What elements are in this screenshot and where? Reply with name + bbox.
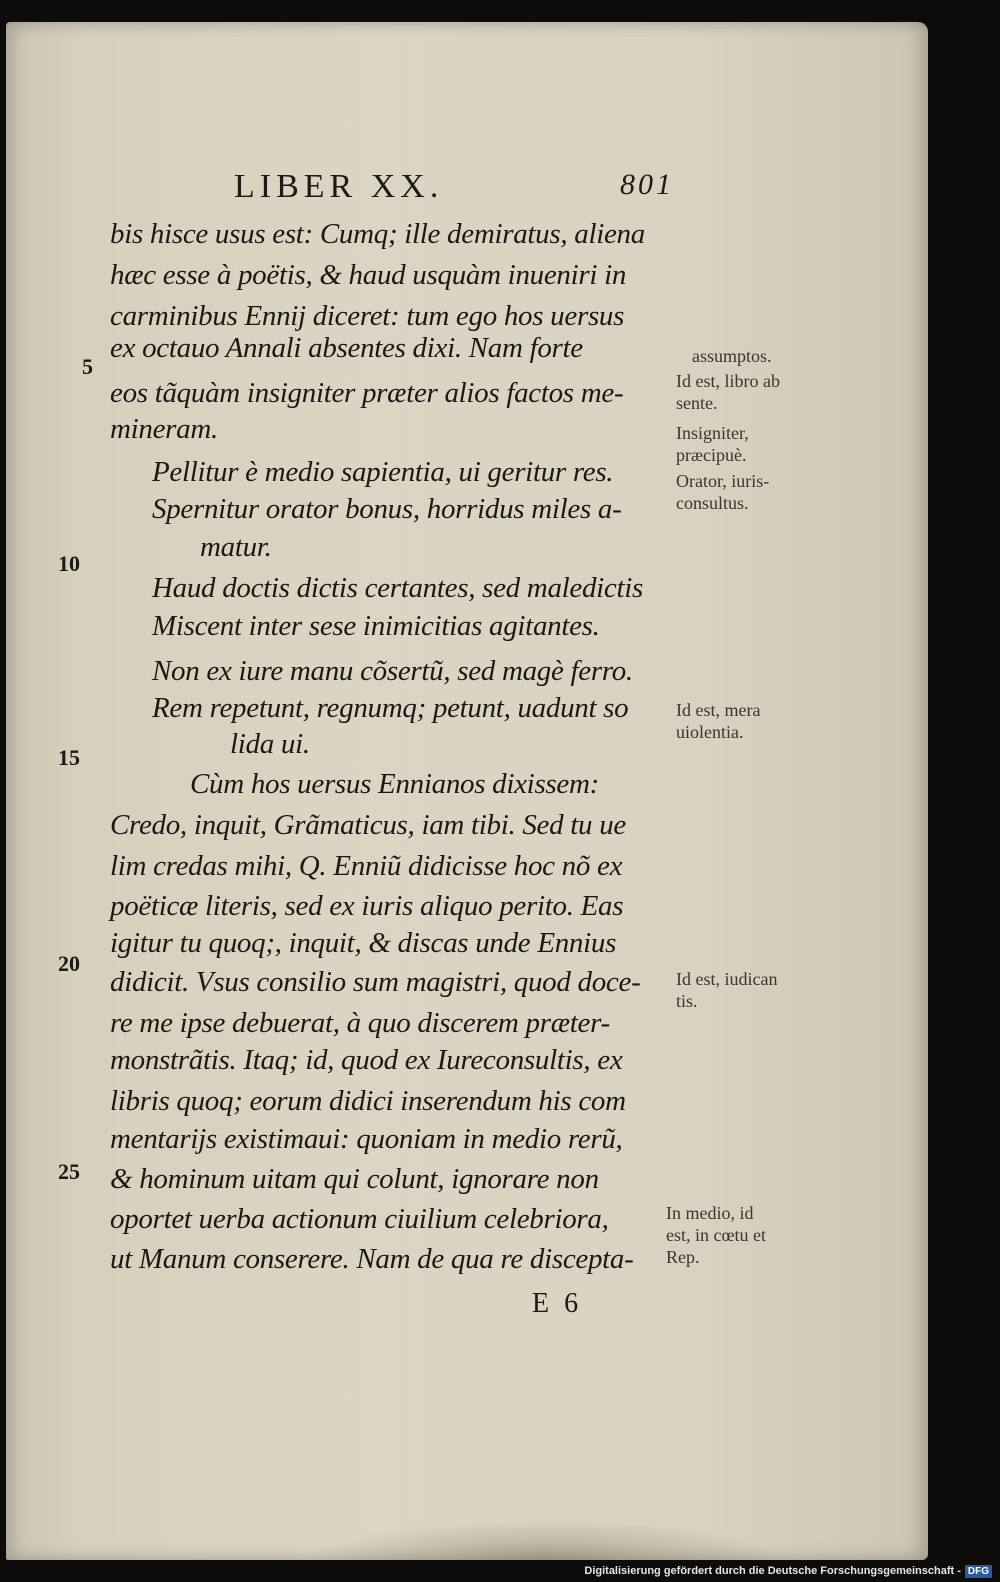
text-line: lim credas mihi, Q. Enniũ didicisse hoc nõ ex: [110, 850, 623, 882]
margin-gloss: Id est, iudican tis.: [676, 969, 778, 1011]
text-line: igitur tu quoq;, inquit, & discas unde Ennius: [110, 927, 617, 959]
text-line: Haud doctis dictis certantes, sed maledictis: [152, 572, 644, 604]
text-line: & hominum uitam qui colunt, ignorare non: [110, 1163, 599, 1195]
line-number: 25: [58, 1159, 80, 1184]
text-line: carminibus Ennij diceret: tum ego hos uersus: [110, 300, 625, 332]
text-line: Credo, inquit, Grãmaticus, iam tibi. Sed tu ue: [110, 809, 626, 841]
text-line: lida ui.: [230, 728, 310, 760]
text-line: ex octauo Annali absentes dixi. Nam forte: [110, 332, 583, 364]
text-line: Miscent inter sese inimicitias agitantes.: [152, 610, 600, 642]
text-line: monstrãtis. Itaq; id, quod ex Iureconsultis, ex: [110, 1044, 623, 1076]
text-line: matur.: [200, 531, 272, 563]
text-line: Spernitur orator bonus, horridus miles a-: [152, 493, 622, 525]
text-line: mentarijs existimaui: quoniam in medio rerũ,: [110, 1123, 623, 1155]
text-line: oportet uerba actionum ciuilium celebriora,: [110, 1203, 609, 1235]
book-page: [6, 22, 928, 1560]
line-number: 10: [58, 551, 80, 576]
line-number: 20: [58, 951, 80, 976]
margin-gloss: Orator, iuris- consultus.: [676, 471, 770, 513]
text-line: Pellitur è medio sapientia, ui geritur res.: [152, 456, 614, 488]
text-line: Rem repetunt, regnumq; petunt, uadunt so: [152, 692, 629, 724]
signature-mark: E 6: [532, 1288, 583, 1319]
footer-bar: [0, 1560, 1000, 1582]
page-number: 801: [620, 168, 674, 201]
text-line: bis hisce usus est: Cumq; ille demiratus, aliena: [110, 218, 645, 250]
margin-gloss: assumptos.: [692, 346, 772, 366]
text-line: libris quoq; eorum didici inserendum his com: [110, 1085, 626, 1117]
text-line: eos tãquàm insigniter præter alios factos me-: [110, 377, 624, 409]
text-line: Non ex iure manu cõsertũ, sed magè ferro.: [152, 655, 633, 687]
margin-gloss: Id est, mera uiolentia.: [676, 700, 761, 742]
text-line: ut Manum conserere. Nam de qua re discepta-: [110, 1243, 634, 1275]
running-head: LIBER XX.: [234, 168, 444, 205]
text-line: didicit. Vsus consilio sum magistri, quod doce-: [110, 966, 641, 998]
text-line: mineram.: [110, 413, 218, 445]
line-number: 5: [82, 354, 93, 379]
margin-gloss: In medio, id est, in cœtu et Rep.: [666, 1203, 766, 1267]
funding-credit: Digitalisierung gefördert durch die Deutsche Forschungsgemeinschaft -: [584, 1565, 961, 1577]
text-line: Cùm hos uersus Ennianos dixissem:: [190, 768, 599, 800]
margin-gloss: Id est, libro ab sente.: [676, 371, 780, 413]
line-number: 15: [58, 745, 80, 770]
text-line: re me ipse debuerat, à quo discerem præter-: [110, 1007, 610, 1039]
page-header: [234, 168, 674, 210]
margin-gloss: Insigniter, præcipuè.: [676, 423, 749, 465]
dfg-logo-icon: DFG: [965, 1565, 992, 1578]
text-line: hæc esse à poëtis, & haud usquàm inueniri in: [110, 259, 627, 291]
text-line: poëticæ literis, sed ex iuris aliquo perito. Eas: [110, 890, 624, 922]
